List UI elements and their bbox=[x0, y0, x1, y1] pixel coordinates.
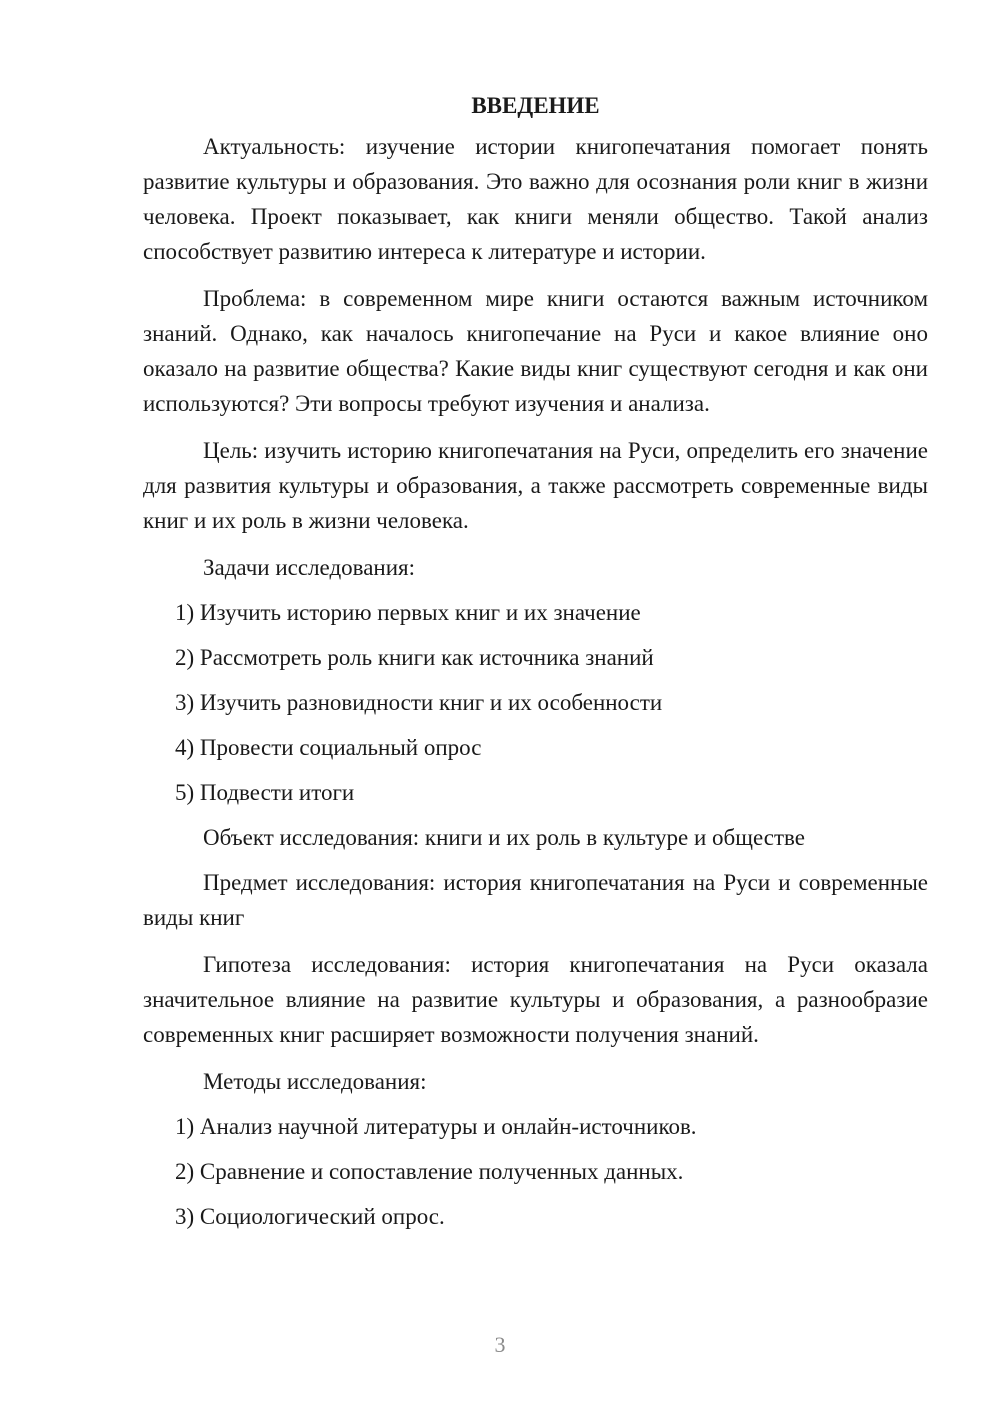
page-number: 3 bbox=[494, 1332, 506, 1357]
goal-paragraph: Цель: изучить историю книгопечатания на Руси, определить его значение для развития культуры и образования, а также рассмотреть современные виды книг и их роль в жизни человека. bbox=[143, 438, 928, 533]
subject-paragraph: Предмет исследования: история книгопечатания на Руси и современные виды книг bbox=[143, 870, 928, 930]
list-item: 3) Социологический опрос. bbox=[175, 1204, 445, 1229]
list-item: 4) Провести социальный опрос bbox=[175, 735, 482, 760]
tasks-heading: Задачи исследования: bbox=[203, 555, 416, 580]
object-line: Объект исследования: книги и их роль в культуре и обществе bbox=[203, 825, 805, 850]
tasks-list bbox=[143, 595, 928, 810]
list-item: 3) Изучить разновидности книг и их особенности bbox=[175, 690, 663, 715]
methods-heading: Методы исследования: bbox=[203, 1069, 427, 1094]
hypothesis-paragraph: Гипотеза исследования: история книгопечатания на Руси оказала значительное влияние на развитие культуры и образования, а разнообразие современных книг расширяет возможности получения знаний. bbox=[143, 952, 928, 1047]
page-title: ВВЕДЕНИЕ bbox=[471, 93, 600, 118]
document-page bbox=[143, 88, 928, 1244]
problem-paragraph: Проблема: в современном мире книги остаются важным источником знаний. Однако, как началось книгопечание на Руси и какое влияние оно оказало на развитие общества? Какие виды книг существуют сегодня и как они используются? Эти вопросы требуют изучения и анализа. bbox=[143, 286, 928, 416]
list-item: 5) Подвести итоги bbox=[175, 780, 355, 805]
list-item: 2) Сравнение и сопоставление полученных данных. bbox=[175, 1159, 684, 1184]
list-item: 2) Рассмотреть роль книги как источника знаний bbox=[175, 645, 654, 670]
methods-list bbox=[143, 1109, 928, 1234]
list-item: 1) Изучить историю первых книг и их значение bbox=[175, 600, 641, 625]
relevance-paragraph: Актуальность: изучение истории книгопечатания помогает понять развитие культуры и образования. Это важно для осознания роли книг в жизни человека. Проект показывает, как книги меняли общество. Такой анализ способствует развитию интереса к литературе и истории. bbox=[143, 134, 928, 264]
list-item: 1) Анализ научной литературы и онлайн-источников. bbox=[175, 1114, 697, 1139]
